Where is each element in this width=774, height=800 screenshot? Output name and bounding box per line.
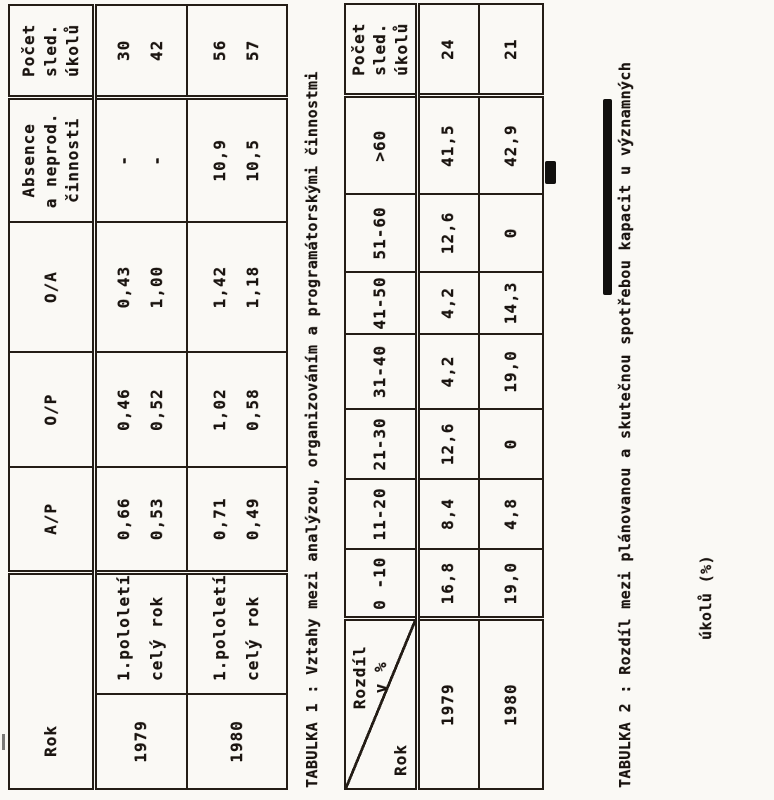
- t2-header-51-60: 51-60: [345, 194, 417, 272]
- t2-1979-51-60: 12,6: [417, 194, 479, 272]
- t2-1979-41-50: 4,2: [417, 272, 479, 334]
- t1-absence-1980: 10,9 10,5: [187, 97, 287, 222]
- t2-1979-gt60: 41,5: [417, 96, 479, 194]
- t2-1980-21-30: 0: [479, 409, 543, 479]
- t1-ap-1980: 0,71 0,49: [187, 467, 287, 572]
- t2-1979-0-10: 16,8: [417, 549, 479, 619]
- t2-corner-cell: [345, 619, 417, 789]
- t2-1980-0-10: 19,0: [479, 549, 543, 619]
- t2-1980-51-60: 0: [479, 194, 543, 272]
- t2-1980-gt60: 42,9: [479, 96, 543, 194]
- t1-header-oa: O/A: [9, 222, 94, 352]
- t1-header-absence: Absence a neprod. činnosti: [9, 97, 94, 222]
- t1-pocet-1979: 30 42: [94, 5, 187, 97]
- table-row-1979: [94, 5, 187, 789]
- t2-1979-11-20: 8,4: [417, 479, 479, 549]
- table-2-caption: [558, 62, 774, 788]
- t1-absence-1979: - -: [94, 97, 187, 222]
- t2-1979-31-40: 4,2: [417, 334, 479, 409]
- t1-pocet-1980: 56 57: [187, 5, 287, 97]
- t2-year-1979: 1979: [417, 619, 479, 789]
- table-2-capacity-difference: [344, 3, 544, 790]
- t1-year-1979: 1979: [94, 694, 187, 789]
- t2-corner-label-rozdil: Rozdíl v %: [350, 645, 390, 710]
- t1-op-1980: 1,02 0,58: [187, 352, 287, 467]
- t2-1980-31-40: 19,0: [479, 334, 543, 409]
- scan-ink-blob: [545, 161, 556, 184]
- table-row-1980: [479, 4, 543, 789]
- t1-header-ap: A/P: [9, 467, 94, 572]
- t2-header-41-50: 41-50: [345, 272, 417, 334]
- table-1-header-row: [9, 5, 94, 789]
- t2-header-gt60: >60: [345, 96, 417, 194]
- t2-header-21-30: 21-30: [345, 409, 417, 479]
- t1-oa-1979: 0,43 1,00: [94, 222, 187, 352]
- t1-header-period: [9, 572, 94, 694]
- t2-1980-11-20: 4,8: [479, 479, 543, 549]
- t2-1980-41-50: 14,3: [479, 272, 543, 334]
- t1-op-1979: 0,46 0,52: [94, 352, 187, 467]
- table-1-activities: [8, 4, 288, 790]
- table-row-1980: [187, 5, 287, 789]
- table-2-caption-line-1: TABULKA 2 : Rozdíl mezi plánovanou a skutečnou spotřebou kapacit u významných: [616, 61, 634, 788]
- t1-year-1980: 1980: [187, 694, 287, 789]
- t2-1979-21-30: 12,6: [417, 409, 479, 479]
- t1-period-1980: 1.pololetí celý rok: [187, 572, 287, 694]
- t2-year-1980: 1980: [479, 619, 543, 789]
- t2-1979-pocet: 24: [417, 4, 479, 96]
- t2-1980-pocet: 21: [479, 4, 543, 96]
- scan-dash-mark: [2, 734, 5, 750]
- table-2-caption-line-2: úkolů (%): [697, 555, 715, 640]
- table-1-caption: TABULKA 1 : Vztahy mezi analýzou, organizováním a programátorskými činnostmi: [303, 71, 321, 788]
- t2-header-0-10: 0 -10: [345, 549, 417, 619]
- t1-oa-1980: 1,42 1,18: [187, 222, 287, 352]
- t1-ap-1979: 0,66 0,53: [94, 467, 187, 572]
- t2-header-11-20: 11-20: [345, 479, 417, 549]
- t1-period-1979: 1.pololetí celý rok: [94, 572, 187, 694]
- t1-header-rok: Rok: [9, 694, 94, 789]
- t2-header-pocet: Počet sled. úkolů: [345, 4, 417, 96]
- t1-header-op: O/P: [9, 352, 94, 467]
- t1-header-pocet: Počet sled. úkolů: [9, 5, 94, 97]
- t2-corner-label-rok: Rok: [391, 744, 411, 776]
- table-row-1979: [417, 4, 479, 789]
- scan-edge-streak: [603, 99, 612, 295]
- table-2-header-row: [345, 4, 417, 789]
- t2-header-31-40: 31-40: [345, 334, 417, 409]
